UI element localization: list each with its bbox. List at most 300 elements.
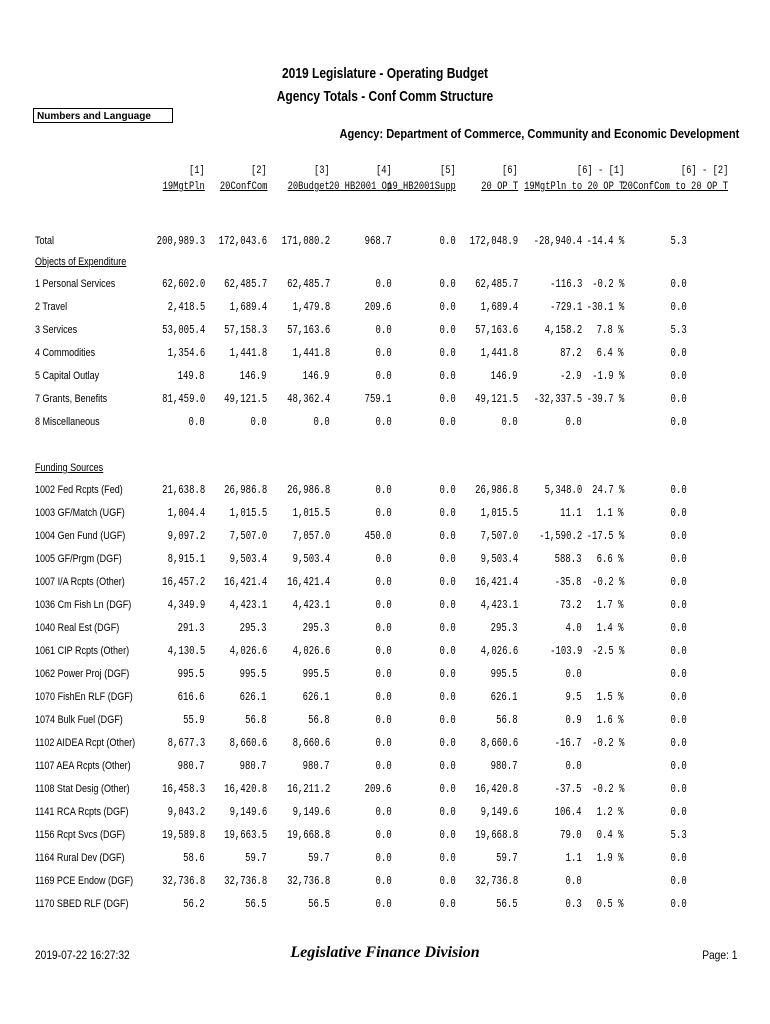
cell-value: 0.0 bbox=[439, 737, 456, 750]
cell-value: 7,057.0 bbox=[292, 530, 330, 543]
cell-value: 48,362.4 bbox=[286, 393, 330, 406]
cell-value: 0.0 bbox=[670, 347, 687, 360]
cell-value: 0.0 bbox=[375, 507, 392, 520]
cell-value: 0.0 bbox=[188, 416, 205, 429]
cell-value: 55.9 bbox=[183, 714, 205, 727]
cell-value: 56.8 bbox=[496, 714, 518, 727]
cell-value: -17.5 % bbox=[586, 530, 624, 543]
cell-value: 5.3 bbox=[670, 324, 687, 337]
cell-value: -37.5 bbox=[555, 783, 582, 796]
cell-value: 7.8 % bbox=[597, 324, 624, 337]
cell-value: 4,026.6 bbox=[229, 645, 267, 658]
row-label: 1141 RCA Rcpts (DGF) bbox=[35, 806, 129, 818]
cell-value: 146.9 bbox=[491, 370, 518, 383]
cell-value: 200,989.3 bbox=[156, 235, 205, 248]
footer-division: Legislative Finance Division bbox=[290, 944, 480, 961]
cell-value: 9,043.2 bbox=[167, 806, 205, 819]
cell-value: 79.0 bbox=[560, 829, 582, 842]
cell-value: 995.5 bbox=[178, 668, 205, 681]
cell-value: 0.0 bbox=[670, 760, 687, 773]
cell-value: 0.0 bbox=[439, 370, 456, 383]
cell-value: 56.5 bbox=[245, 898, 267, 911]
cell-value: 0.0 bbox=[670, 806, 687, 819]
cell-value: 0.0 bbox=[670, 370, 687, 383]
cell-value: 0.0 bbox=[501, 416, 518, 429]
cell-value: 4,349.9 bbox=[167, 599, 205, 612]
cell-value: 209.6 bbox=[365, 783, 392, 796]
row-label: Total bbox=[35, 235, 55, 247]
cell-value: 62,602.0 bbox=[161, 278, 205, 291]
row-label: 1164 Rural Dev (DGF) bbox=[35, 852, 125, 864]
column-number: [4] bbox=[376, 165, 392, 177]
cell-value: 1,479.8 bbox=[292, 301, 330, 314]
cell-value: 59.7 bbox=[496, 852, 518, 865]
cell-value: 1,004.4 bbox=[167, 507, 205, 520]
row-label: 1005 GF/Prgm (DGF) bbox=[35, 553, 122, 565]
cell-value: 995.5 bbox=[491, 668, 518, 681]
cell-value: -116.3 bbox=[549, 278, 582, 291]
row-label: 3 Services bbox=[35, 324, 78, 336]
cell-value: 0.0 bbox=[670, 783, 687, 796]
cell-value: -14.4 % bbox=[586, 235, 624, 248]
cell-value: 4,130.5 bbox=[167, 645, 205, 658]
cell-value: 32,736.8 bbox=[161, 875, 205, 888]
cell-value: 56.2 bbox=[183, 898, 205, 911]
row-label: 1170 SBED RLF (DGF) bbox=[35, 898, 129, 910]
cell-value: 172,043.6 bbox=[218, 235, 267, 248]
table-row bbox=[0, 783, 770, 799]
cell-value: 0.0 bbox=[439, 898, 456, 911]
row-label: 7 Grants, Benefits bbox=[35, 393, 108, 405]
section-title: Objects of Expenditure bbox=[35, 256, 127, 268]
cell-value: 87.2 bbox=[560, 347, 582, 360]
row-label: 5 Capital Outlay bbox=[35, 370, 100, 382]
cell-value: 0.0 bbox=[375, 324, 392, 337]
cell-value: 295.3 bbox=[303, 622, 330, 635]
cell-value: 980.7 bbox=[491, 760, 518, 773]
cell-value: 5.3 bbox=[670, 235, 687, 248]
cell-value: 4,423.1 bbox=[292, 599, 330, 612]
cell-value: 9.5 bbox=[565, 691, 582, 704]
cell-value: 16,211.2 bbox=[286, 783, 330, 796]
column-label: 19_HB2001Supp bbox=[387, 181, 456, 193]
cell-value: 0.0 bbox=[439, 760, 456, 773]
cell-value: 16,420.8 bbox=[474, 783, 518, 796]
cell-value: 19,589.8 bbox=[161, 829, 205, 842]
cell-value: 16,421.4 bbox=[223, 576, 267, 589]
table-row bbox=[0, 714, 770, 730]
cell-value: 32,736.8 bbox=[286, 875, 330, 888]
cell-value: 295.3 bbox=[240, 622, 267, 635]
cell-value: 57,163.6 bbox=[286, 324, 330, 337]
cell-value: 1.9 % bbox=[597, 852, 624, 865]
cell-value: 19,663.5 bbox=[223, 829, 267, 842]
row-label: 1102 AIDEA Rcpt (Other) bbox=[35, 737, 136, 749]
cell-value: 0.0 bbox=[375, 806, 392, 819]
cell-value: 0.0 bbox=[439, 553, 456, 566]
cell-value: 0.0 bbox=[375, 278, 392, 291]
cell-value: 4.0 bbox=[565, 622, 582, 635]
cell-value: 24.7 % bbox=[591, 484, 624, 497]
row-label: 1040 Real Est (DGF) bbox=[35, 622, 120, 634]
numbers-language-box: Numbers and Language bbox=[33, 108, 173, 123]
cell-value: 62,485.7 bbox=[286, 278, 330, 291]
cell-value: 0.0 bbox=[439, 622, 456, 635]
column-number: [6] - [2] bbox=[680, 165, 728, 177]
cell-value: 0.0 bbox=[375, 760, 392, 773]
cell-value: 59.7 bbox=[245, 852, 267, 865]
cell-value: 81,459.0 bbox=[161, 393, 205, 406]
cell-value: -0.2 % bbox=[591, 278, 624, 291]
cell-value: 172,048.9 bbox=[469, 235, 518, 248]
cell-value: 0.0 bbox=[439, 235, 456, 248]
cell-value: 53,005.4 bbox=[161, 324, 205, 337]
cell-value: 9,149.6 bbox=[229, 806, 267, 819]
cell-value: 0.0 bbox=[670, 278, 687, 291]
cell-value: 1.6 % bbox=[597, 714, 624, 727]
cell-value: 1.7 % bbox=[597, 599, 624, 612]
cell-value: 0.0 bbox=[375, 737, 392, 750]
page-number: Page: 1 bbox=[701, 948, 737, 962]
table-row bbox=[0, 829, 770, 845]
cell-value: 149.8 bbox=[178, 370, 205, 383]
cell-value: 0.0 bbox=[439, 576, 456, 589]
cell-value: 8,660.6 bbox=[292, 737, 330, 750]
cell-value: 0.0 bbox=[439, 484, 456, 497]
cell-value: 0.0 bbox=[439, 829, 456, 842]
cell-value: 6.6 % bbox=[597, 553, 624, 566]
cell-value: 62,485.7 bbox=[223, 278, 267, 291]
cell-value: 171,080.2 bbox=[281, 235, 330, 248]
cell-value: 980.7 bbox=[303, 760, 330, 773]
cell-value: 588.3 bbox=[555, 553, 582, 566]
cell-value: 0.0 bbox=[313, 416, 330, 429]
row-label: 4 Commodities bbox=[35, 347, 96, 359]
cell-value: 616.6 bbox=[178, 691, 205, 704]
cell-value: 291.3 bbox=[178, 622, 205, 635]
table-row bbox=[0, 576, 770, 592]
cell-value: 1,441.8 bbox=[480, 347, 518, 360]
cell-value: 19,668.8 bbox=[474, 829, 518, 842]
column-number: [3] bbox=[314, 165, 330, 177]
cell-value: 8,660.6 bbox=[480, 737, 518, 750]
table-row bbox=[0, 507, 770, 523]
cell-value: -32,337.5 bbox=[533, 393, 582, 406]
cell-value: 968.7 bbox=[365, 235, 392, 248]
cell-value: 0.0 bbox=[375, 691, 392, 704]
row-label: 1108 Stat Desig (Other) bbox=[35, 783, 130, 795]
cell-value: 995.5 bbox=[240, 668, 267, 681]
cell-value: 32,736.8 bbox=[223, 875, 267, 888]
cell-value: 0.0 bbox=[375, 622, 392, 635]
cell-value: -0.2 % bbox=[591, 783, 624, 796]
cell-value: 7,507.0 bbox=[229, 530, 267, 543]
cell-value: 0.0 bbox=[439, 416, 456, 429]
row-label: 1004 Gen Fund (UGF) bbox=[35, 530, 126, 542]
cell-value: 0.0 bbox=[250, 416, 267, 429]
cell-value: 0.0 bbox=[375, 668, 392, 681]
table-row bbox=[0, 553, 770, 569]
cell-value: 0.0 bbox=[670, 393, 687, 406]
column-label: 20 HB2001 Op bbox=[328, 181, 392, 193]
table-row bbox=[0, 622, 770, 638]
cell-value: -30.1 % bbox=[586, 301, 624, 314]
row-label: 1156 Rcpt Svcs (DGF) bbox=[35, 829, 126, 841]
table-row bbox=[0, 806, 770, 822]
cell-value: 759.1 bbox=[365, 393, 392, 406]
table-row bbox=[0, 668, 770, 684]
table-row bbox=[0, 347, 770, 363]
row-label: 1061 CIP Rcpts (Other) bbox=[35, 645, 130, 657]
cell-value: 106.4 bbox=[555, 806, 582, 819]
column-label: 20 OP T bbox=[481, 181, 518, 193]
cell-value: 1.5 % bbox=[597, 691, 624, 704]
cell-value: 5,348.0 bbox=[544, 484, 582, 497]
cell-value: 21,638.8 bbox=[161, 484, 205, 497]
cell-value: 9,503.4 bbox=[292, 553, 330, 566]
table-row bbox=[0, 760, 770, 776]
cell-value: 0.0 bbox=[375, 829, 392, 842]
cell-value: 980.7 bbox=[178, 760, 205, 773]
cell-value: 1.2 % bbox=[597, 806, 624, 819]
row-label: 1002 Fed Rcpts (Fed) bbox=[35, 484, 123, 496]
cell-value: 9,149.6 bbox=[292, 806, 330, 819]
cell-value: 9,503.4 bbox=[480, 553, 518, 566]
cell-value: 209.6 bbox=[365, 301, 392, 314]
cell-value: -0.2 % bbox=[591, 576, 624, 589]
cell-value: 0.0 bbox=[565, 668, 582, 681]
cell-value: 9,503.4 bbox=[229, 553, 267, 566]
cell-value: 57,158.3 bbox=[223, 324, 267, 337]
cell-value: 0.0 bbox=[375, 599, 392, 612]
table-row bbox=[0, 875, 770, 891]
cell-value: 0.0 bbox=[375, 347, 392, 360]
cell-value: 295.3 bbox=[491, 622, 518, 635]
cell-value: 146.9 bbox=[240, 370, 267, 383]
cell-value: -2.9 bbox=[560, 370, 582, 383]
cell-value: 9,149.6 bbox=[480, 806, 518, 819]
row-label: 1107 AEA Rcpts (Other) bbox=[35, 760, 131, 772]
row-label: 1070 FishEn RLF (DGF) bbox=[35, 691, 133, 703]
cell-value: 1,015.5 bbox=[480, 507, 518, 520]
cell-value: 1,441.8 bbox=[229, 347, 267, 360]
cell-value: 0.0 bbox=[670, 576, 687, 589]
row-label: 8 Miscellaneous bbox=[35, 416, 100, 428]
cell-value: 0.0 bbox=[670, 875, 687, 888]
row-label: 1074 Bulk Fuel (DGF) bbox=[35, 714, 123, 726]
cell-value: 626.1 bbox=[303, 691, 330, 704]
cell-value: 980.7 bbox=[240, 760, 267, 773]
cell-value: 0.0 bbox=[670, 852, 687, 865]
column-label: 20ConfCom bbox=[219, 181, 267, 193]
cell-value: 4,158.2 bbox=[544, 324, 582, 337]
cell-value: 8,915.1 bbox=[167, 553, 205, 566]
row-label: 1062 Power Proj (DGF) bbox=[35, 668, 130, 680]
table-row bbox=[0, 370, 770, 386]
cell-value: 6.4 % bbox=[597, 347, 624, 360]
cell-value: 58.6 bbox=[183, 852, 205, 865]
cell-value: 1.1 bbox=[565, 852, 582, 865]
cell-value: 0.0 bbox=[670, 484, 687, 497]
cell-value: 0.5 % bbox=[597, 898, 624, 911]
cell-value: 4,026.6 bbox=[480, 645, 518, 658]
table-row bbox=[0, 599, 770, 615]
table-row bbox=[0, 852, 770, 868]
cell-value: 450.0 bbox=[365, 530, 392, 543]
cell-value: 0.0 bbox=[439, 507, 456, 520]
cell-value: 146.9 bbox=[303, 370, 330, 383]
cell-value: 0.0 bbox=[375, 645, 392, 658]
cell-value: 0.0 bbox=[375, 553, 392, 566]
cell-value: -2.5 % bbox=[591, 645, 624, 658]
cell-value: 1,015.5 bbox=[229, 507, 267, 520]
cell-value: 0.0 bbox=[375, 484, 392, 497]
table-row bbox=[0, 235, 770, 251]
cell-value: -1,590.2 bbox=[538, 530, 582, 543]
cell-value: 56.8 bbox=[245, 714, 267, 727]
cell-value: 0.0 bbox=[439, 783, 456, 796]
cell-value: 0.0 bbox=[670, 553, 687, 566]
cell-value: 5.3 bbox=[670, 829, 687, 842]
cell-value: 7,507.0 bbox=[480, 530, 518, 543]
table-row bbox=[0, 898, 770, 914]
cell-value: 56.5 bbox=[308, 898, 330, 911]
cell-value: 0.0 bbox=[375, 852, 392, 865]
column-number: [5] bbox=[440, 165, 456, 177]
cell-value: 995.5 bbox=[303, 668, 330, 681]
cell-value: 0.0 bbox=[439, 301, 456, 314]
cell-value: 1,441.8 bbox=[292, 347, 330, 360]
cell-value: 0.0 bbox=[670, 599, 687, 612]
cell-value: 26,986.8 bbox=[223, 484, 267, 497]
cell-value: 0.0 bbox=[670, 622, 687, 635]
cell-value: 0.0 bbox=[670, 507, 687, 520]
cell-value: 26,986.8 bbox=[474, 484, 518, 497]
cell-value: 0.0 bbox=[565, 760, 582, 773]
cell-value: 0.0 bbox=[375, 714, 392, 727]
cell-value: 4,423.1 bbox=[480, 599, 518, 612]
report-timestamp: 2019-07-22 16:27:32 bbox=[35, 948, 130, 962]
cell-value: -0.2 % bbox=[591, 737, 624, 750]
cell-value: 0.0 bbox=[439, 599, 456, 612]
cell-value: 0.4 % bbox=[597, 829, 624, 842]
column-number: [6] bbox=[502, 165, 518, 177]
cell-value: 57,163.6 bbox=[474, 324, 518, 337]
table-row bbox=[0, 484, 770, 500]
cell-value: 0.0 bbox=[439, 393, 456, 406]
cell-value: 56.5 bbox=[496, 898, 518, 911]
cell-value: 9,097.2 bbox=[167, 530, 205, 543]
cell-value: 4,026.6 bbox=[292, 645, 330, 658]
cell-value: 8,677.3 bbox=[167, 737, 205, 750]
cell-value: 0.0 bbox=[670, 898, 687, 911]
cell-value: 2,418.5 bbox=[167, 301, 205, 314]
cell-value: 0.0 bbox=[439, 875, 456, 888]
cell-value: 1,015.5 bbox=[292, 507, 330, 520]
cell-value: -103.9 bbox=[549, 645, 582, 658]
cell-value: -39.7 % bbox=[586, 393, 624, 406]
column-number: [1] bbox=[189, 165, 205, 177]
row-label: 2 Travel bbox=[35, 301, 68, 313]
cell-value: 0.0 bbox=[670, 714, 687, 727]
cell-value: 626.1 bbox=[491, 691, 518, 704]
cell-value: 1,689.4 bbox=[480, 301, 518, 314]
cell-value: 0.0 bbox=[375, 370, 392, 383]
cell-value: 0.0 bbox=[439, 278, 456, 291]
cell-value: 32,736.8 bbox=[474, 875, 518, 888]
table-row bbox=[0, 645, 770, 661]
cell-value: 0.0 bbox=[439, 324, 456, 337]
column-label: 19MgtPln bbox=[162, 181, 205, 193]
cell-value: 16,421.4 bbox=[286, 576, 330, 589]
cell-value: 0.9 bbox=[565, 714, 582, 727]
cell-value: 0.3 bbox=[565, 898, 582, 911]
cell-value: 1.1 % bbox=[597, 507, 624, 520]
section-heading bbox=[0, 462, 770, 478]
cell-value: 16,458.3 bbox=[161, 783, 205, 796]
cell-value: 56.8 bbox=[308, 714, 330, 727]
cell-value: 0.0 bbox=[670, 668, 687, 681]
table-row bbox=[0, 324, 770, 340]
row-label: 1 Personal Services bbox=[35, 278, 116, 290]
table-row bbox=[0, 278, 770, 294]
row-label: 1036 Cm Fish Ln (DGF) bbox=[35, 599, 132, 611]
row-label: 1003 GF/Match (UGF) bbox=[35, 507, 125, 519]
cell-value: 4,423.1 bbox=[229, 599, 267, 612]
table-row bbox=[0, 416, 770, 432]
section-heading bbox=[0, 256, 770, 272]
cell-value: 0.0 bbox=[670, 416, 687, 429]
cell-value: 0.0 bbox=[439, 714, 456, 727]
cell-value: 0.0 bbox=[670, 530, 687, 543]
cell-value: 0.0 bbox=[375, 576, 392, 589]
cell-value: 49,121.5 bbox=[223, 393, 267, 406]
cell-value: 0.0 bbox=[670, 645, 687, 658]
cell-value: 0.0 bbox=[375, 416, 392, 429]
table-row bbox=[0, 691, 770, 707]
cell-value: 19,668.8 bbox=[286, 829, 330, 842]
cell-value: 0.0 bbox=[670, 737, 687, 750]
column-number: [6] - [1] bbox=[576, 165, 624, 177]
table-row bbox=[0, 301, 770, 317]
cell-value: 1.4 % bbox=[597, 622, 624, 635]
cell-value: 0.0 bbox=[565, 875, 582, 888]
cell-value: 0.0 bbox=[439, 347, 456, 360]
cell-value: -729.1 bbox=[549, 301, 582, 314]
cell-value: 26,986.8 bbox=[286, 484, 330, 497]
column-number: [2] bbox=[251, 165, 267, 177]
cell-value: 0.0 bbox=[439, 645, 456, 658]
cell-value: 0.0 bbox=[670, 691, 687, 704]
cell-value: 0.0 bbox=[375, 898, 392, 911]
table-row bbox=[0, 530, 770, 546]
column-label: 19MgtPln to 20 OP T bbox=[523, 181, 624, 193]
table-row bbox=[0, 737, 770, 753]
cell-value: -28,940.4 bbox=[533, 235, 582, 248]
cell-value: 0.0 bbox=[439, 852, 456, 865]
cell-value: 0.0 bbox=[439, 530, 456, 543]
cell-value: 1,689.4 bbox=[229, 301, 267, 314]
cell-value: 0.0 bbox=[375, 875, 392, 888]
column-label: 20ConfCom to 20 OP T bbox=[622, 181, 728, 193]
row-label: 1169 PCE Endow (DGF) bbox=[35, 875, 134, 887]
cell-value: 59.7 bbox=[308, 852, 330, 865]
agency-label: Agency: Department of Commerce, Community and Economic Development bbox=[339, 126, 739, 141]
cell-value: 62,485.7 bbox=[474, 278, 518, 291]
cell-value: -1.9 % bbox=[591, 370, 624, 383]
cell-value: 0.0 bbox=[565, 416, 582, 429]
section-title: Funding Sources bbox=[35, 462, 104, 474]
